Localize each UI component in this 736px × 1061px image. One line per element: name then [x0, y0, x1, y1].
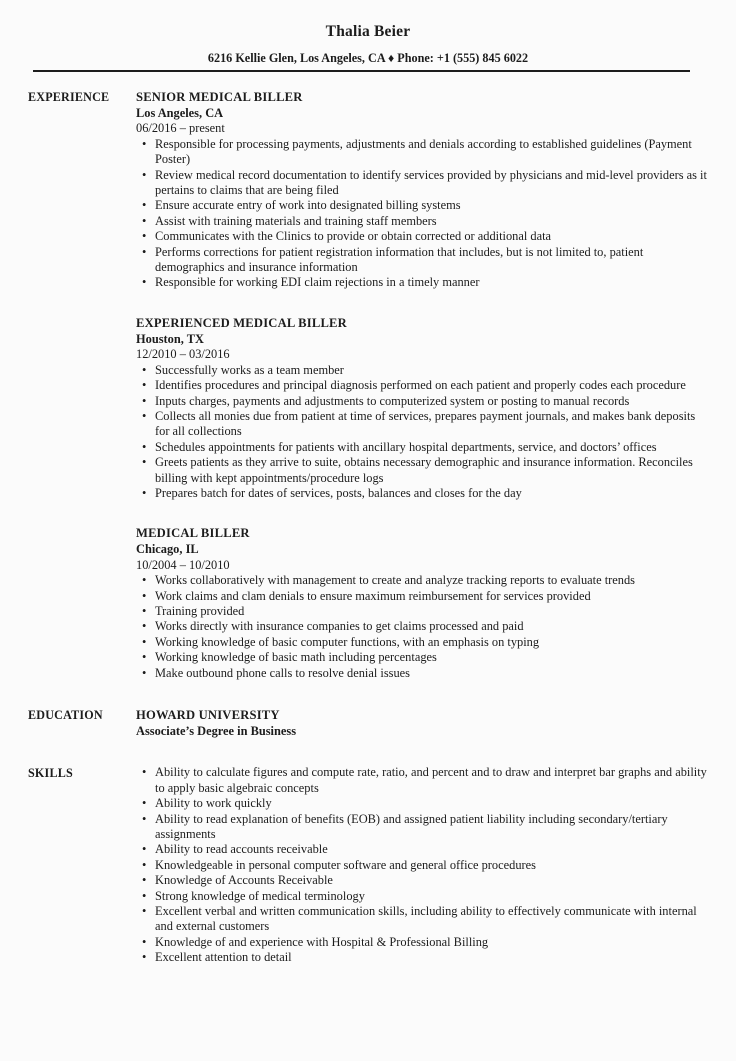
experience-content: [136, 89, 708, 681]
section-label-education: EDUCATION: [28, 708, 103, 722]
bullet-item: • Ability to work quickly: [136, 796, 708, 811]
bullet-item: • Ensure accurate entry of work into designated billing systems: [136, 198, 708, 213]
section-skills: [0, 765, 736, 965]
bullet-item: • Excellent verbal and written communication skills, including ability to effectively communicate with internal and external customers: [136, 904, 708, 935]
bullet-item: • Collects all monies due from patient at time of services, prepares payment journals, and makes bank deposits for all collections: [136, 409, 708, 440]
bullet-item: • Works collaboratively with management to create and analyze tracking reports to evaluate trends: [136, 573, 708, 588]
school-name: HOWARD UNIVERSITY: [136, 708, 280, 722]
job-location: Chicago, IL: [136, 542, 199, 557]
job-dates: 10/2004 – 10/2010: [136, 557, 230, 572]
header-divider: [33, 70, 690, 72]
job-bullet-list: [136, 363, 708, 502]
bullet-item: • Knowledge of Accounts Receivable: [136, 873, 708, 888]
bullet-item: • Responsible for working EDI claim rejections in a timely manner: [136, 275, 708, 290]
job-bullet-list: [136, 137, 708, 291]
job-location: Houston, TX: [136, 331, 204, 346]
section-experience: [0, 89, 736, 681]
section-education: [0, 707, 736, 739]
degree-name: Associate’s Degree in Business: [136, 724, 297, 738]
bullet-item: • Ability to read explanation of benefits (EOB) and assigned patient liability including secondary/tertiary assignments: [136, 812, 708, 843]
section-label-skills: SKILLS: [28, 766, 73, 781]
job-entry-senior-medical-biller: [136, 89, 708, 291]
section-label-experience: EXPERIENCE: [28, 90, 110, 104]
job-title: SENIOR MEDICAL BILLER: [136, 90, 303, 104]
bullet-item: • Inputs charges, payments and adjustments to computerized system or posting to manual records: [136, 394, 708, 409]
bullet-item: • Successfully works as a team member: [136, 363, 708, 378]
bullet-item: • Review medical record documentation to identify services provided by physicians and mid-level providers as it pertains to claims that are being filed: [136, 168, 708, 199]
candidate-name: Thalia Beier: [325, 23, 411, 40]
bullet-item: • Schedules appointments for patients with ancillary hospital departments, service, and doctors’ offices: [136, 440, 708, 455]
job-entry-experienced-medical-biller: [136, 315, 708, 501]
bullet-item: • Prepares batch for dates of services, posts, balances and closes for the day: [136, 486, 708, 501]
bullet-item: • Make outbound phone calls to resolve denial issues: [136, 666, 708, 681]
bullet-item: • Works directly with insurance companies to get claims processed and paid: [136, 619, 708, 634]
bullet-item: • Knowledgeable in personal computer software and general office procedures: [136, 858, 708, 873]
job-dates: 12/2010 – 03/2016: [136, 347, 230, 362]
bullet-item: • Work claims and clam denials to ensure maximum reimbursement for services provided: [136, 589, 708, 604]
job-bullet-list: [136, 573, 708, 681]
job-entry-medical-biller: [136, 525, 708, 681]
bullet-item: • Performs corrections for patient registration information that includes, but is not limited to, patient demographics and insurance information: [136, 245, 708, 276]
bullet-item: • Assist with training materials and training staff members: [136, 214, 708, 229]
bullet-item: • Responsible for processing payments, adjustments and denials according to established guidelines (Payment Poster): [136, 137, 708, 168]
skills-bullet-list: [136, 765, 708, 965]
resume-header: [0, 22, 736, 72]
job-title: EXPERIENCED MEDICAL BILLER: [136, 315, 347, 330]
resume-body: [0, 89, 736, 966]
skills-content: [136, 765, 708, 965]
bullet-item: • Ability to calculate figures and compute rate, ratio, and percent and to draw and interpret bar graphs and ability to apply basic algebraic concepts: [136, 765, 708, 796]
contact-line: 6216 Kellie Glen, Los Angeles, CA ♦ Phone: +1 (555) 845 6022: [207, 51, 529, 65]
bullet-item: • Identifies procedures and principal diagnosis performed on each patient and properly codes each procedure: [136, 378, 708, 393]
bullet-item: • Ability to read accounts receivable: [136, 842, 708, 857]
bullet-item: • Communicates with the Clinics to provide or obtain corrected or additional data: [136, 229, 708, 244]
bullet-item: • Excellent attention to detail: [136, 950, 708, 965]
job-dates: 06/2016 – present: [136, 121, 225, 136]
job-title: MEDICAL BILLER: [136, 526, 250, 541]
education-content: [136, 707, 708, 739]
bullet-item: • Strong knowledge of medical terminology: [136, 889, 708, 904]
bullet-item: • Greets patients as they arrive to suite, obtains necessary demographic and insurance information. Reconciles billing with kept appointments/procedure logs: [136, 455, 708, 486]
bullet-item: • Working knowledge of basic math including percentages: [136, 650, 708, 665]
bullet-item: • Working knowledge of basic computer functions, with an emphasis on typing: [136, 635, 708, 650]
bullet-item: • Knowledge of and experience with Hospital & Professional Billing: [136, 935, 708, 950]
bullet-item: • Training provided: [136, 604, 708, 619]
job-location: Los Angeles, CA: [136, 106, 224, 120]
